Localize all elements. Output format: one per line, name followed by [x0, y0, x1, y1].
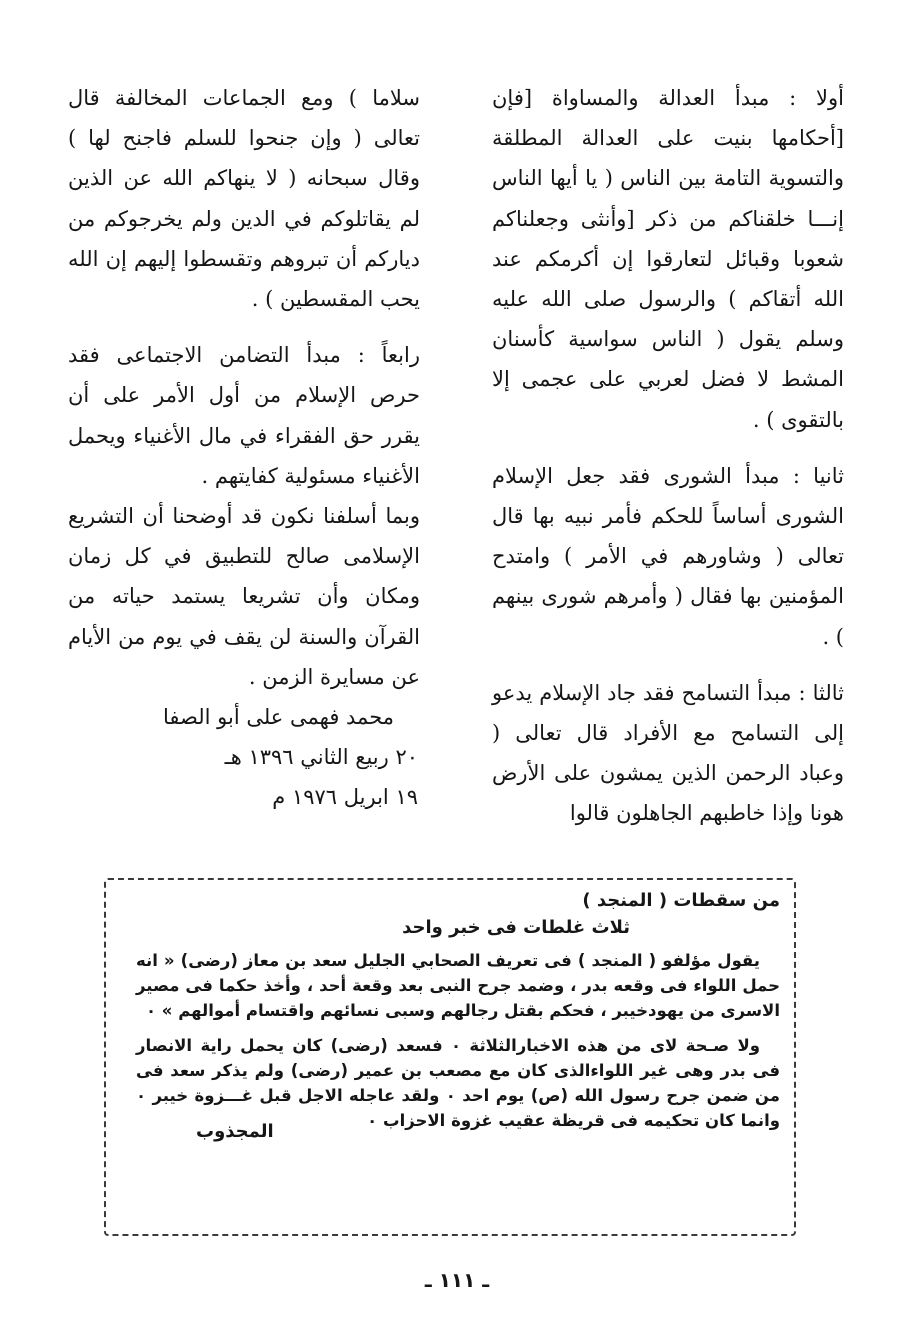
- errata-subheading: ثلاث غلطات فى خبر واحد: [402, 917, 630, 938]
- date-gregorian: ١٩ ابريل ١٩٧٦ م: [272, 785, 418, 810]
- errata-box: [104, 878, 796, 1236]
- date-hijri: ٢٠ ربيع الثاني ١٣٩٦ هـ: [224, 745, 418, 770]
- errata-signature: المجذوب: [196, 1121, 274, 1142]
- errata-paragraph-correction: ولا صـحة لاى من هذه الاخبارالثلاثة ٠ فسعد (رضى) كان يحمل راية الانصار فى بدر وهى غير اللواءالذى كان مع مصعب بن عمير (رضى) ولم يذكر سعد فى من ضمن جرح رسول الله (ص) يوم احد ٠ ولقد عاجله الاجل قبل غـــزوة خيبر ٠ وانما كان تحكيمه فى قريظة عقيب غزوة الاحزاب ٠: [136, 1036, 781, 1130]
- errata-paragraph-claim: يقول مؤلفو ( المنجد ) فى تعريف الصحابي الجليل سعد بن معاز (رضى) « انه حمل اللواء فى وقعه بدر ، وضمد جرح النبى بعد وقعة أحد ، وأخذ حكما فى مصير الاسرى من يهودخيبر ، فحكم بقتل رجالهم وسبى نسائهم واقتسام أموالهم » ٠: [136, 951, 780, 1020]
- paragraph-solidarity: رابعاً : مبدأ التضامن الاجتماعى فقد حرص الإسلام من أول الأمر على أن يقرر حق الفقراء في مال الأغنياء ويحمل الأغنياء مسئولية كفايتهم .: [68, 343, 420, 488]
- paragraph-continuation: سلاما ) ومع الجماعات المخالفة قال تعالى ( وإن جنحوا للسلم فاجنح لها ) وقال سبحانه ( لا ينهاكم الله عن الذين لم يقاتلوكم في الدين ولم يخرجوكم من دياركم أن تبروهم وتقسطوا إليهم إن الله يحب المقسطين ) .: [68, 86, 420, 312]
- page-number: ـ ١١١ ـ: [424, 1268, 490, 1292]
- author-signature: محمد فهمى على أبو الصفا: [162, 705, 394, 730]
- paragraph-shura: ثانيا : مبدأ الشورى فقد جعل الإسلام الشورى أساساً للحكم فأمر نبيه بها قال تعالى ( وشاورهم في الأمر ) وامتدح المؤمنين بها فقال ( وأمرهم شورى بينهم ) .: [492, 463, 844, 649]
- right-column: [492, 78, 844, 834]
- left-column: [68, 78, 420, 818]
- paragraph-tolerance: ثالثا : مبدأ التسامح فقد جاد الإسلام يدعو إلى التسامح مع الأفراد قال تعالى ( وعباد الرحمن الذين يمشون على الأرض هونا وإذا خاطبهم الجاهلون قالوا: [492, 680, 844, 826]
- errata-heading: من سقطات ( المنجد ): [582, 890, 780, 911]
- paragraph-conclusion: وبما أسلفنا نكون قد أوضحنا أن التشريع الإسلامى صالح للتطبيق في كل زمان ومكان وأن تشريعا يستمد حياته من القرآن والسنة لن يقف في يوم من الأيام عن مسايرة الزمن .: [68, 504, 420, 689]
- errata-box-content: [136, 888, 780, 1226]
- paragraph-justice: أولا : مبدأ العدالة والمساواة [فإن [أحكامها بنيت على العدالة المطلقة والتسوية التامة بين الناس ( يا أيها الناس إنـــا خلقناكم من ذكر [وأنثى وجعلناكم شعوبا وقبائل لتعارقوا إن أكرمكم عند الله أتقاكم ) والرسول صلى الله عليه وسلم يقول ( الناس سواسية كأسنان المشط لا فضل لعربي على عجمى إلا بالتقوى ) .: [492, 86, 844, 432]
